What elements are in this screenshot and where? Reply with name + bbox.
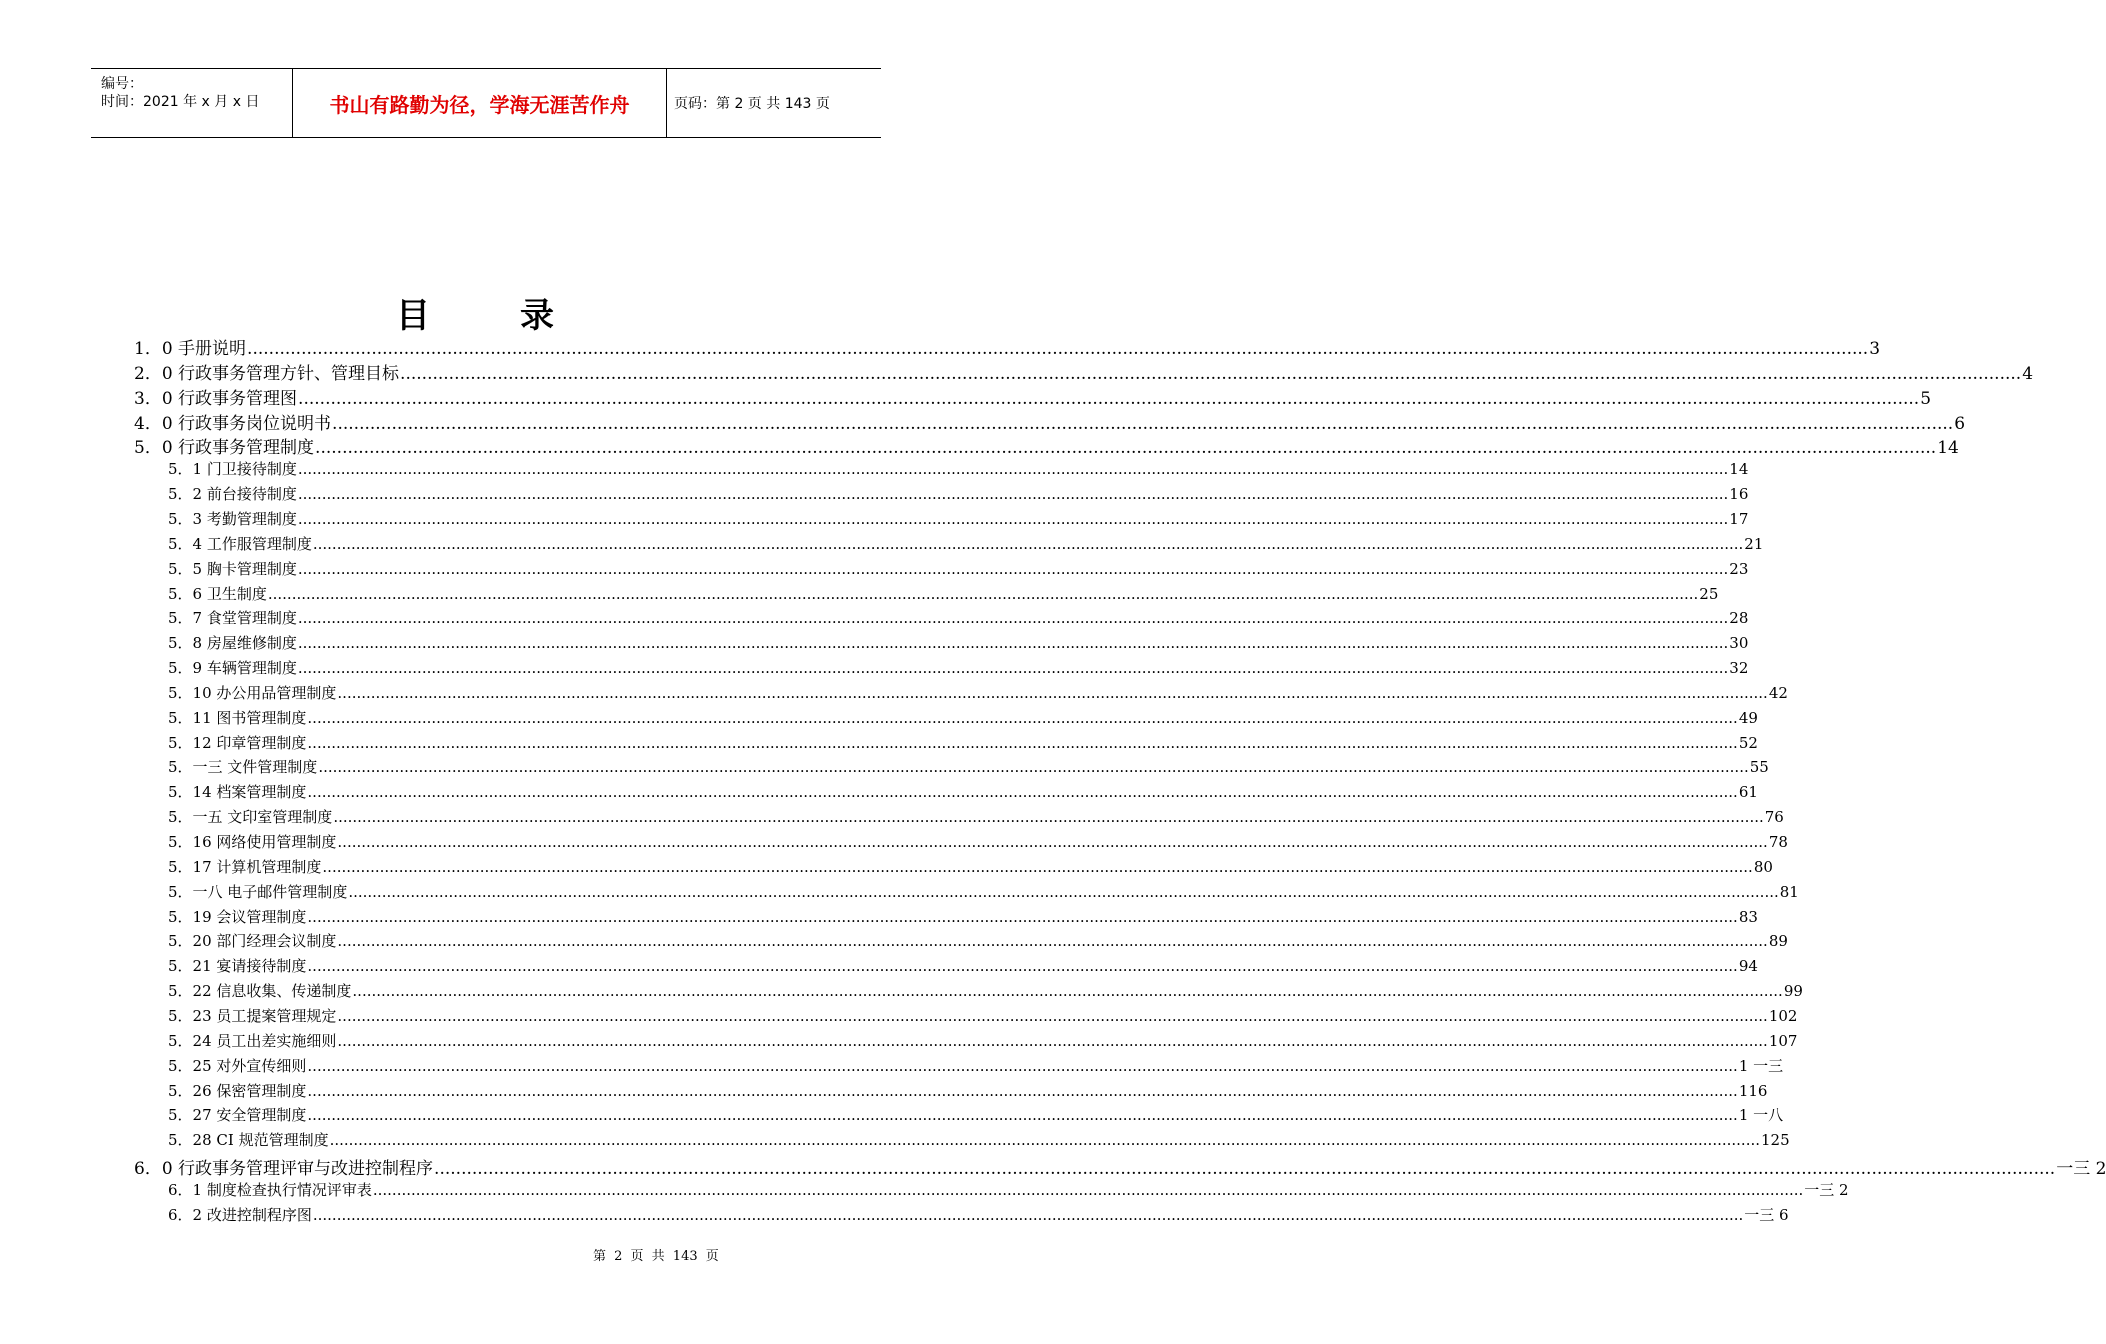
toc-leader-dots: ............................................................................................................................................................................................................................................................................................................	[337, 1031, 1768, 1050]
toc-entry-page: 25	[1699, 584, 1719, 603]
toc-entry-title: 3．0 行政事务管理图	[134, 388, 298, 409]
toc-leader-dots: ............................................................................................................................................................................................................................................................................................................	[332, 413, 1954, 434]
toc-entry-page: 102	[1768, 1006, 1798, 1025]
toc-entry-title: 5．一三 文件管理制度	[168, 758, 318, 777]
toc-entry[interactable]	[168, 657, 1749, 682]
toc-entry-page: 107	[1768, 1031, 1798, 1050]
toc-entry-title: 5．0 行政事务管理制度	[134, 438, 315, 459]
title-char-2: 录	[520, 296, 554, 336]
toc-leader-dots: ............................................................................................................................................................................................................................................................................................................	[329, 1131, 1760, 1150]
toc-entry[interactable]	[168, 1204, 1789, 1229]
title-char-1: 目	[396, 296, 430, 336]
toc-entry[interactable]	[168, 732, 1758, 757]
toc-entry[interactable]	[168, 1005, 1798, 1030]
toc-leader-dots: ............................................................................................................................................................................................................................................................................................................	[372, 1180, 1804, 1199]
toc-entry-title: 5．16 网络使用管理制度	[168, 833, 337, 851]
toc-leader-dots: ............................................................................................................................................................................................................................................................................................................	[318, 758, 1749, 777]
toc-entry[interactable]	[168, 930, 1788, 955]
toc-entry-page: 3	[1869, 339, 1881, 359]
toc-entry-page: 116	[1738, 1081, 1768, 1100]
toc-entry[interactable]	[168, 1080, 1768, 1105]
toc-entry-page: 一三 6	[1744, 1205, 1789, 1224]
toc-leader-dots: ............................................................................................................................................................................................................................................................................................................	[337, 833, 1768, 851]
toc-entry-title: 5．7 食堂管理制度	[168, 609, 297, 628]
toc-entry[interactable]	[134, 409, 1966, 434]
toc-entry-title: 5．25 对外宣传细则	[168, 1056, 307, 1075]
toc-leader-dots: ............................................................................................................................................................................................................................................................................................................	[297, 460, 1729, 479]
toc-entry-page: 一三 2	[1804, 1180, 1849, 1199]
toc-entry-page: 4	[2022, 363, 2034, 384]
toc-entry-page: 16	[1729, 485, 1749, 504]
page-title	[0, 288, 950, 337]
toc-entry-title: 5．8 房屋维修制度	[168, 634, 297, 653]
toc-leader-dots: ............................................................................................................................................................................................................................................................................................................	[307, 1106, 1738, 1125]
motto-text: 书山有路勤为径，学海无涯苦作舟	[329, 92, 630, 117]
toc-entry-page: 81	[1779, 882, 1799, 901]
toc-leader-dots: ............................................................................................................................................................................................................................................................................................................	[352, 982, 1783, 1001]
toc-entry[interactable]	[168, 707, 1758, 732]
toc-entry-title: 5．2 前台接待制度	[168, 485, 297, 504]
toc-leader-dots: ............................................................................................................................................................................................................................................................................................................	[307, 957, 1738, 976]
toc-leader-dots: ............................................................................................................................................................................................................................................................................................................	[297, 659, 1729, 678]
toc-entry-title: 5．14 档案管理制度	[168, 783, 307, 802]
toc-leader-dots: ............................................................................................................................................................................................................................................................................................................	[337, 932, 1768, 951]
toc-entry[interactable]	[168, 583, 1719, 608]
code-label: 编号：	[101, 76, 143, 92]
toc-entry-title: 5．1 门卫接待制度	[168, 460, 297, 479]
toc-entry-page: 23	[1729, 559, 1749, 578]
toc-entry-title: 5．26 保密管理制度	[168, 1081, 307, 1100]
toc-entry[interactable]	[168, 955, 1758, 980]
toc-entry-title: 2．0 行政事务管理方针、管理目标	[134, 363, 400, 384]
toc-entry[interactable]	[168, 756, 1769, 781]
toc-entry[interactable]	[168, 1104, 1784, 1129]
page-footer: 第 2 页 共 143 页	[593, 1249, 719, 1264]
toc-entry-page: 32	[1729, 659, 1749, 678]
header-left-cell	[91, 69, 292, 137]
toc-entry[interactable]	[168, 1055, 1784, 1080]
toc-entry[interactable]	[168, 1030, 1798, 1055]
toc-entry-page: 55	[1749, 758, 1769, 777]
toc-entry-page: 6	[1954, 413, 1966, 434]
toc-entry[interactable]	[168, 831, 1788, 856]
toc-entry-title: 5．23 员工提案管理规定	[168, 1006, 337, 1025]
toc-entry-page: 76	[1764, 808, 1784, 827]
toc-entry-title: 4．0 行政事务岗位说明书	[134, 413, 332, 434]
toc-leader-dots: ............................................................................................................................................................................................................................................................................................................	[348, 882, 1779, 901]
toc-entry[interactable]	[168, 682, 1788, 707]
toc-leader-dots: ............................................................................................................................................................................................................................................................................................................	[307, 907, 1738, 926]
toc-entry[interactable]	[168, 607, 1749, 632]
toc-leader-dots: ............................................................................................................................................................................................................................................................................................................	[297, 609, 1729, 628]
toc-leader-dots: ............................................................................................................................................................................................................................................................................................................	[337, 1006, 1768, 1025]
toc-entry[interactable]	[168, 558, 1749, 583]
toc-leader-dots: ............................................................................................................................................................................................................................................................................................................	[434, 1159, 2056, 1180]
toc-entry[interactable]	[168, 508, 1749, 533]
page-code: 页码：第 2 页 共 143 页	[674, 96, 830, 112]
toc-entry[interactable]	[168, 533, 1764, 558]
toc-entry[interactable]	[134, 384, 1932, 409]
toc-entry-title: 5．6 卫生制度	[168, 584, 267, 603]
toc-leader-dots: ............................................................................................................................................................................................................................................................................................................	[297, 509, 1729, 528]
toc-entry-title: 5．21 宴请接待制度	[168, 957, 307, 976]
toc-entry[interactable]	[168, 781, 1758, 806]
toc-entry-page: 83	[1738, 907, 1758, 926]
toc-leader-dots: ............................................................................................................................................................................................................................................................................................................	[400, 363, 2022, 384]
toc-leader-dots: ............................................................................................................................................................................................................................................................................................................	[307, 1081, 1738, 1100]
toc-leader-dots: ............................................................................................................................................................................................................................................................................................................	[307, 1056, 1738, 1075]
toc-leader-dots: ............................................................................................................................................................................................................................................................................................................	[307, 783, 1738, 802]
time-label: 时间：2021 年 x 月 x 日	[101, 94, 260, 110]
toc-entry-title: 5．10 办公用品管理制度	[168, 683, 337, 702]
toc-leader-dots: ............................................................................................................................................................................................................................................................................................................	[298, 388, 1920, 409]
toc-entry[interactable]	[134, 433, 1959, 459]
toc-leader-dots: ............................................................................................................................................................................................................................................................................................................	[267, 584, 1699, 603]
toc-entry-title: 5．5 胸卡管理制度	[168, 559, 297, 578]
toc-entry-page: 14	[1937, 438, 1959, 459]
toc-entry-title: 5．3 考勤管理制度	[168, 509, 297, 528]
toc-entry[interactable]	[168, 906, 1758, 931]
toc-entry-page: 99	[1783, 982, 1803, 1001]
toc-entry[interactable]	[168, 980, 1803, 1005]
toc-entry-page: 80	[1753, 857, 1773, 876]
toc-entry[interactable]	[168, 856, 1773, 881]
toc-entry-page: 61	[1738, 783, 1758, 802]
toc-entry-title: 5．27 安全管理制度	[168, 1106, 307, 1125]
toc-entry-title: 5．9 车辆管理制度	[168, 659, 297, 678]
toc-leader-dots: ............................................................................................................................................................................................................................................................................................................	[297, 634, 1729, 653]
toc-leader-dots: ............................................................................................................................................................................................................................................................................................................	[312, 534, 1744, 553]
document-header	[91, 68, 881, 138]
toc-entry-page: 52	[1738, 733, 1758, 752]
toc-entry-page: 5	[1920, 388, 1932, 409]
toc-entry-title: 6．1 制度检查执行情况评审表	[168, 1180, 372, 1199]
header-motto-cell	[292, 69, 667, 137]
toc-entry-title: 1．0 手册说明	[134, 339, 247, 359]
toc-entry-page: 78	[1768, 833, 1788, 851]
toc-entry-title: 5．12 印章管理制度	[168, 733, 307, 752]
toc-leader-dots: ............................................................................................................................................................................................................................................................................................................	[312, 1205, 1744, 1224]
toc-entry-title: 5．24 员工出差实施细则	[168, 1031, 337, 1050]
toc-entry-page: 1 一八	[1738, 1106, 1784, 1125]
toc-entry[interactable]	[134, 1154, 2106, 1180]
toc-entry-title: 5．11 图书管理制度	[168, 708, 307, 727]
toc-entry[interactable]	[134, 334, 1881, 359]
toc-entry-title: 5．19 会议管理制度	[168, 907, 307, 926]
toc-entry-page: 125	[1761, 1131, 1790, 1150]
toc-leader-dots: ............................................................................................................................................................................................................................................................................................................	[322, 857, 1753, 876]
toc-entry-title: 5．一五 文印室管理制度	[168, 808, 333, 827]
toc-entry-page: 17	[1729, 509, 1749, 528]
toc-leader-dots: ............................................................................................................................................................................................................................................................................................................	[247, 339, 1869, 359]
toc-entry-page: 14	[1729, 460, 1749, 479]
header-right-cell	[666, 69, 881, 137]
toc-entry[interactable]	[168, 806, 1784, 831]
toc-leader-dots: ............................................................................................................................................................................................................................................................................................................	[337, 683, 1768, 702]
toc-entry[interactable]	[168, 1179, 1849, 1204]
toc-entry-page: 94	[1738, 957, 1758, 976]
toc-entry-title: 5．4 工作服管理制度	[168, 534, 312, 553]
toc-entry-page: 1 一三	[1738, 1056, 1784, 1075]
toc-entry-page: 42	[1768, 683, 1788, 702]
toc-entry-page: 一三 2	[2056, 1159, 2106, 1180]
toc-leader-dots: ............................................................................................................................................................................................................................................................................................................	[307, 708, 1738, 727]
toc-entry[interactable]	[168, 458, 1749, 483]
toc-entry-page: 28	[1729, 609, 1749, 628]
toc-leader-dots: ............................................................................................................................................................................................................................................................................................................	[315, 438, 1937, 459]
toc-entry-page: 49	[1738, 708, 1758, 727]
toc-entry-title: 5．28 CI 规范管理制度	[168, 1131, 329, 1150]
toc-entry[interactable]	[134, 359, 2034, 384]
toc-entry-title: 5．22 信息收集、传递制度	[168, 982, 352, 1001]
toc-leader-dots: ............................................................................................................................................................................................................................................................................................................	[297, 559, 1729, 578]
toc-entry-title: 5．20 部门经理会议制度	[168, 932, 337, 951]
toc-entry-title: 6．2 改进控制程序图	[168, 1205, 312, 1224]
toc-leader-dots: ............................................................................................................................................................................................................................................................................................................	[297, 485, 1729, 504]
toc-entry-page: 30	[1729, 634, 1749, 653]
toc-entry-title: 6．0 行政事务管理评审与改进控制程序	[134, 1159, 434, 1180]
toc-entry-title: 5．一八 电子邮件管理制度	[168, 882, 348, 901]
toc-entry[interactable]	[168, 632, 1749, 657]
toc-entry[interactable]	[168, 881, 1799, 906]
toc-leader-dots: ............................................................................................................................................................................................................................................................................................................	[307, 733, 1738, 752]
toc-leader-dots: ............................................................................................................................................................................................................................................................................................................	[333, 808, 1764, 827]
toc-entry-page: 89	[1768, 932, 1788, 951]
toc-entry-page: 21	[1744, 534, 1764, 553]
toc-entry-title: 5．17 计算机管理制度	[168, 857, 322, 876]
toc-entry[interactable]	[168, 1129, 1790, 1154]
toc-entry[interactable]	[168, 483, 1749, 508]
